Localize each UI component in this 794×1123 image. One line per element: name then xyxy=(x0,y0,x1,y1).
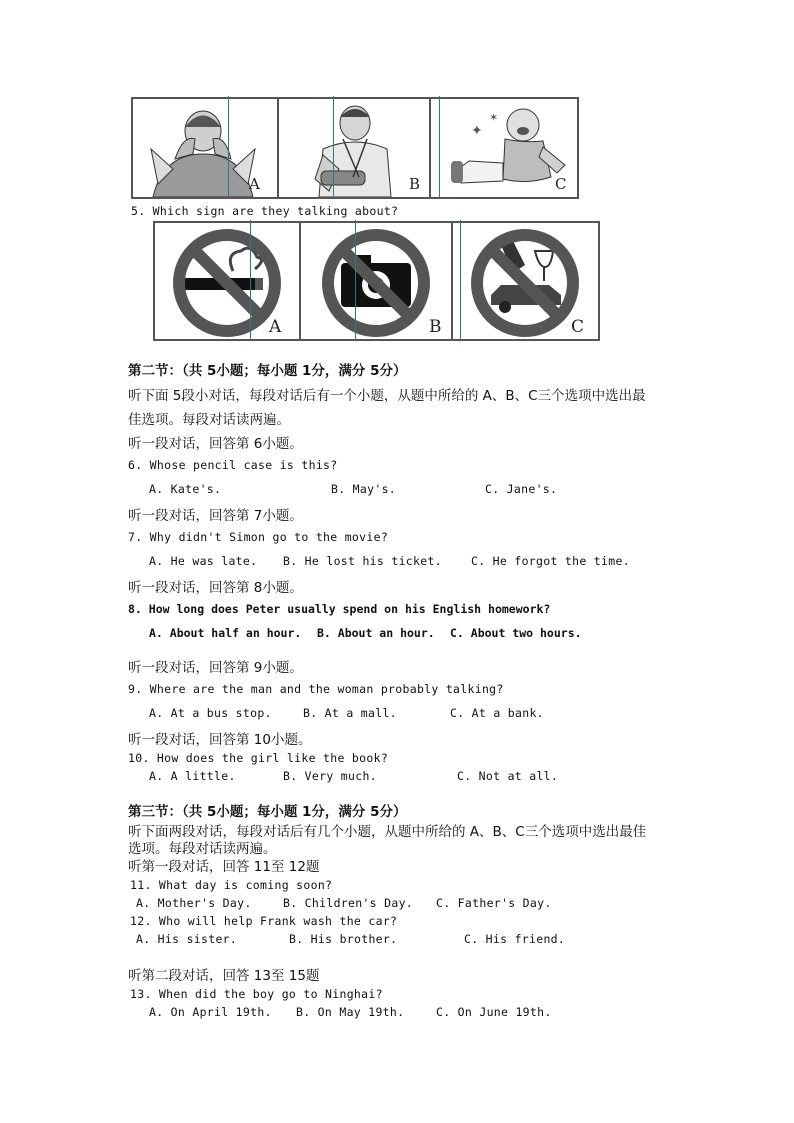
guide-line xyxy=(228,96,229,197)
dialog2-intro: 听第二段对话，回答 13至 15题 xyxy=(128,968,320,984)
q13-question: 13. When did the boy go to Ninghai? xyxy=(130,987,383,1001)
q7-question: 7. Why didn't Simon go to the movie? xyxy=(128,530,389,544)
guide-line xyxy=(250,220,251,340)
q12-question: 12. Who will help Frank wash the car? xyxy=(130,914,398,928)
q8-question: 8. How long does Peter usually spend on his English homework? xyxy=(128,602,551,616)
section3-heading: 第三节：（共 5小题；每小题 1分，满分 5分） xyxy=(128,804,407,820)
q4-picture-strip xyxy=(131,97,579,199)
q9-question: 9. Where are the man and the woman probably talking? xyxy=(128,682,504,696)
q6-option-b: B. May's. xyxy=(331,482,397,496)
q9-intro: 听一段对话，回答第 9小题。 xyxy=(128,660,303,676)
q7-option-a: A. He was late. xyxy=(149,554,258,568)
q13-option-c: C. On June 19th. xyxy=(436,1005,552,1019)
q5-label-c: C xyxy=(571,317,585,337)
q8-option-c: C. About two hours. xyxy=(450,626,582,640)
q4-picture-b xyxy=(279,99,431,197)
dialog1-intro: 听第一段对话，回答 11至 12题 xyxy=(128,859,320,875)
q11-option-c: C. Father's Day. xyxy=(436,896,552,910)
q11-option-b: B. Children's Day. xyxy=(283,896,414,910)
section2-instruction: 听下面 5段小对话，每段对话后有一个小题，从题中所给的 A、B、C三个选项中选出最 xyxy=(128,388,646,404)
q8-option-a: A. About half an hour. xyxy=(149,626,302,640)
q5-question: 5. Which sign are they talking about? xyxy=(131,204,399,218)
injured-arm-person-image xyxy=(279,99,429,197)
q10-intro: 听一段对话，回答第 10小题。 xyxy=(128,732,312,748)
q4-label-a: A xyxy=(249,175,260,193)
q9-option-b: B. At a mall. xyxy=(303,706,397,720)
section2-heading: 第二节：（共 5小题；每小题 1分，满分 5分） xyxy=(128,363,407,379)
q6-option-a: A. Kate's. xyxy=(149,482,222,496)
q5-sign-b xyxy=(301,223,453,339)
q4-picture-c xyxy=(431,99,577,197)
q13-option-b: B. On May 19th. xyxy=(296,1005,405,1019)
svg-text:✶: ✶ xyxy=(489,111,499,124)
guide-line xyxy=(355,220,356,340)
q7-intro: 听一段对话，回答第 7小题。 xyxy=(128,508,303,524)
guide-line xyxy=(460,220,461,340)
q4-label-c: C xyxy=(555,175,567,193)
q10-option-a: A. A little. xyxy=(149,769,236,783)
section3-instruction: 选项。每段对话读两遍。 xyxy=(128,841,277,857)
guide-line xyxy=(439,96,440,197)
section2-instruction: 佳选项。每段对话读两遍。 xyxy=(128,412,290,428)
q10-option-b: B. Very much. xyxy=(283,769,377,783)
q4-picture-a xyxy=(133,99,279,197)
q12-option-a: A. His sister. xyxy=(136,932,238,946)
q8-option-b: B. About an hour. xyxy=(317,626,435,640)
q5-label-b: B xyxy=(429,317,442,337)
q9-option-c: C. At a bank. xyxy=(450,706,544,720)
q7-option-b: B. He lost his ticket. xyxy=(283,554,442,568)
q12-option-c: C. His friend. xyxy=(464,932,566,946)
q5-sign-a xyxy=(155,223,301,339)
q6-option-c: C. Jane's. xyxy=(485,482,558,496)
q11-question: 11. What day is coming soon? xyxy=(130,878,333,892)
q5-sign-c xyxy=(453,223,598,339)
q4-label-b: B xyxy=(409,175,421,193)
q7-option-c: C. He forgot the time. xyxy=(471,554,630,568)
q10-option-c: C. Not at all. xyxy=(457,769,559,783)
q6-question: 6. Whose pencil case is this? xyxy=(128,458,338,472)
section3-instruction: 听下面两段对话，每段对话后有几个小题，从题中所给的 A、B、C三个选项中选出最佳 xyxy=(128,824,647,840)
guide-line xyxy=(333,96,334,197)
q8-intro: 听一段对话，回答第 8小题。 xyxy=(128,580,303,596)
q11-option-a: A. Mother's Day. xyxy=(136,896,252,910)
svg-text:✦: ✦ xyxy=(471,123,483,139)
q6-intro: 听一段对话，回答第 6小题。 xyxy=(128,436,303,452)
q12-option-b: B. His brother. xyxy=(289,932,398,946)
q5-sign-strip xyxy=(153,221,600,341)
q13-option-a: A. On April 19th. xyxy=(149,1005,272,1019)
q5-label-a: A xyxy=(269,317,282,337)
q10-question: 10. How does the girl like the book? xyxy=(128,751,389,765)
q9-option-a: A. At a bus stop. xyxy=(149,706,272,720)
